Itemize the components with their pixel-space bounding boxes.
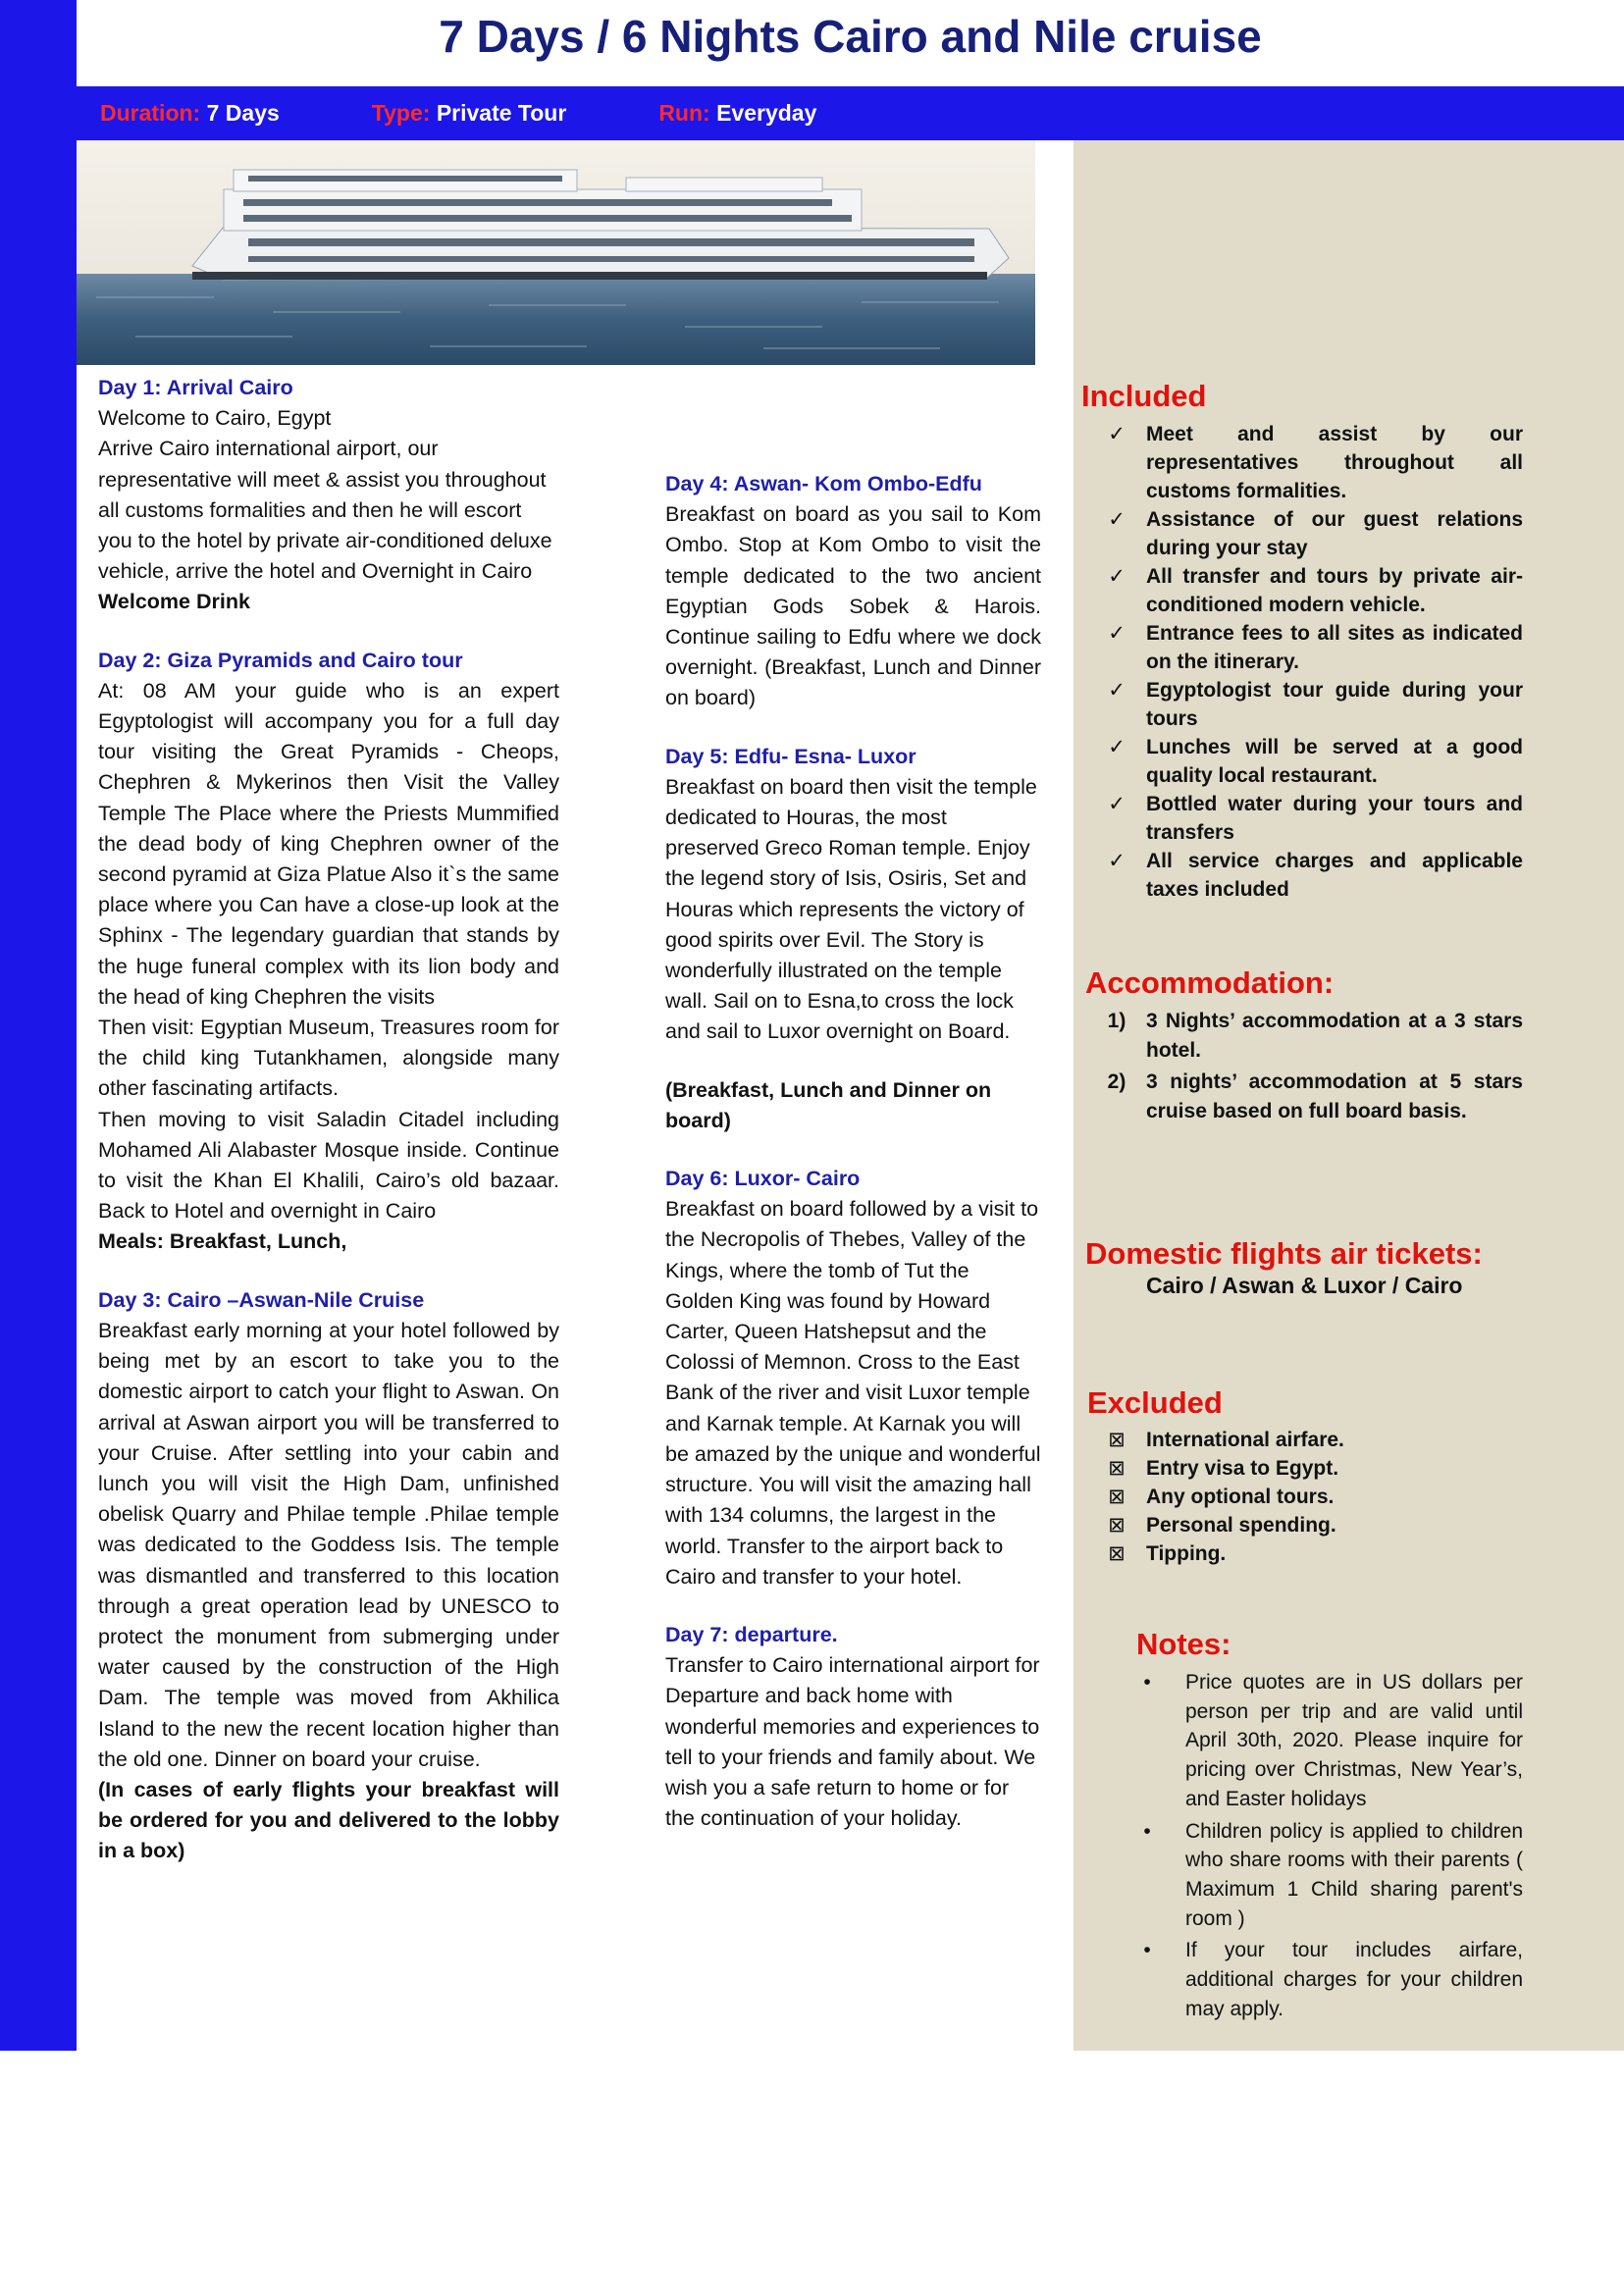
boxed-x-icon: ⊠ xyxy=(1108,1429,1126,1451)
itinerary-left-column xyxy=(98,373,559,1867)
excluded-list xyxy=(1097,1426,1523,1568)
list-item: ⊠ Personal spending. xyxy=(1097,1511,1523,1539)
included-list xyxy=(1097,420,1523,904)
paragraph: Breakfast early morning at your hotel followed by being met by an escort to take you to the domestic airport to catch your flight to Aswan. On arrival at Aswan airport you will be transferred to your Cruise. After settling into your cabin and lunch you will visit the High Dam, unfinished obelisk Quarry and Philae temple .Philae temple was dedicated to the Goddess Isis. The temple was dismantled and transferred to this location through a great operation lead by UNESCO to protect the monument from submerging under water caused by the construction of the High Dam. The temple was moved from Akhilica Island to the new the recent location higher than the old one. Dinner on board your cruise. xyxy=(98,1318,559,1771)
info-duration: Duration: 7 Days xyxy=(100,100,280,126)
spacer xyxy=(98,1258,559,1285)
day-heading: Day 6: Luxor- Cairo xyxy=(665,1167,861,1191)
boxed-x-icon: ⊠ xyxy=(1108,1542,1126,1565)
boxed-x-icon: ⊠ xyxy=(1108,1486,1126,1508)
list-item: ✓ All transfer and tours by private air-conditioned modern vehicle. xyxy=(1097,562,1523,619)
paragraph: Then visit: Egyptian Museum, Treasures room for the child king Tutankhamen, alongside many other fascinating artifacts. xyxy=(98,1016,559,1101)
day-heading: Day 7: departure. xyxy=(665,1622,838,1646)
itinerary-middle-column xyxy=(665,469,1041,1834)
list-item: • Children policy is applied to children who share rooms with their parents ( Maximum 1 Child sharing parent's room ) xyxy=(1136,1817,1523,1934)
notes-heading: Notes: xyxy=(1136,1627,1231,1661)
list-item: ⊠ Entry visa to Egypt. xyxy=(1097,1454,1523,1483)
day-heading: Day 3: Cairo –Aswan-Nile Cruise xyxy=(98,1287,425,1312)
list-item: • If your tour includes airfare, additional charges for your children may apply. xyxy=(1136,1936,1523,2023)
accommodation-list xyxy=(1097,1007,1523,1126)
spacer xyxy=(665,1592,1041,1620)
bullet-icon: • xyxy=(1143,1939,1151,1962)
boxed-x-icon: ⊠ xyxy=(1108,1457,1126,1480)
included-heading: Included xyxy=(1081,379,1207,413)
cruise-ship-photo xyxy=(77,140,1035,365)
spacer xyxy=(665,714,1041,742)
paragraph: Arrive Cairo international airport, our representative will meet & assist you throughout all customs formalities and then he will escort you to the hotel by private air-conditioned deluxe vehicle, arrive the hotel and Overnight in Cairo xyxy=(98,437,552,584)
page-title: 7 Days / 6 Nights Cairo and Nile cruise xyxy=(439,11,1262,62)
tour-info-bar xyxy=(77,86,1624,140)
bullet-icon: • xyxy=(1143,1819,1151,1843)
bold-note: (In cases of early flights your breakfast will be ordered for you and delivered to the lobby in a box) xyxy=(98,1777,559,1863)
list-item: ⊠ International airfare. xyxy=(1097,1426,1523,1454)
day-heading: Day 1: Arrival Cairo xyxy=(98,376,293,399)
list-item: 2) 3 nights’ accommodation at 5 stars cruise based on full board basis. xyxy=(1107,1070,1523,1122)
paragraph: Welcome to Cairo, Egypt xyxy=(98,406,332,431)
paragraph: Breakfast on board then visit the temple dedicated to Houras, the most preserved Greco Roman temple. Enjoy the legend story of Isis, Osiris, Set and Houras which represents the victory of good spirits over Evil. The Story is wonderfully illustrated on the temple wall. Sail on to Esna,to cross the lock and sail to Luxor overnight on Board. xyxy=(665,774,1037,1044)
flights-heading: Domestic flights air tickets: xyxy=(1085,1236,1483,1271)
flight-route: Cairo / Aswan & Luxor / Cairo xyxy=(1146,1273,1463,1298)
list-item: • Price quotes are in US dollars per person per trip and are valid until April 30th, 2020. Please inquire for pricing over Christmas, New Year’s, and Easter holidays xyxy=(1136,1668,1523,1814)
excluded-heading: Excluded xyxy=(1087,1385,1223,1420)
accommodation-heading: Accommodation: xyxy=(1085,965,1335,1000)
list-item: ✓ Entrance fees to all sites as indicated on the itinerary. xyxy=(1097,619,1523,676)
paragraph: At: 08 AM your guide who is an expert Egyptologist will accompany you for a full day tour visiting the Great Pyramids - Cheops, Chephren & Mykerinos then Visit the Valley Temple The Place where the Priests Mummified the dead body of king Chephren owner of the second pyramid at Giza Platue Also it`s the same place where you Can have a close-up look at the Sphinx - The legendary guardian that stands by the huge funeral complex with its lion body and the head of king Chephren the visits xyxy=(98,678,559,1009)
left-accent-bar xyxy=(0,0,77,2051)
list-item: ✓ Egyptologist tour guide during your tours xyxy=(1097,676,1523,733)
check-icon: ✓ xyxy=(1108,736,1126,758)
check-icon: ✓ xyxy=(1108,565,1126,588)
list-item: ✓ Lunches will be served at a good quality local restaurant. xyxy=(1097,733,1523,790)
info-run: Run: Everyday xyxy=(658,100,817,126)
day-heading: Day 5: Edfu- Esna- Luxor xyxy=(665,744,917,768)
spacer xyxy=(665,1048,1041,1075)
bullet-icon: • xyxy=(1143,1671,1151,1694)
check-icon: ✓ xyxy=(1108,622,1126,645)
paragraph: Then moving to visit Saladin Citadel including Mohamed Ali Alabaster Mosque inside. Continue to visit the Khan El Khalili, Cairo’s old bazaar. Back to Hotel and overnight in Cairo xyxy=(98,1107,559,1224)
paragraph: Transfer to Cairo international airport for Departure and back home with wonderful memories and experiences to tell to your friends and family about. We wish you a safe return to home or for the continuation of your holiday. xyxy=(665,1653,1040,1831)
list-item: 1) 3 Nights’ accommodation at a 3 stars hotel. xyxy=(1107,1010,1523,1062)
list-item: ✓ Meet and assist by our representatives throughout all customs formalities. xyxy=(1097,420,1523,505)
list-item: ✓ Assistance of our guest relations during your stay xyxy=(1097,505,1523,562)
list-item: ✓ Bottled water during your tours and transfers xyxy=(1097,790,1523,847)
boxed-x-icon: ⊠ xyxy=(1108,1514,1126,1537)
spacer xyxy=(665,1136,1041,1164)
list-item: ⊠ Any optional tours. xyxy=(1097,1483,1523,1511)
meals-note: Meals: Breakfast, Lunch, xyxy=(98,1229,347,1254)
check-icon: ✓ xyxy=(1108,423,1126,445)
day-heading: Day 4: Aswan- Kom Ombo-Edfu xyxy=(665,472,982,496)
check-icon: ✓ xyxy=(1108,679,1126,702)
list-item: ✓ All service charges and applicable taxes included xyxy=(1097,847,1523,904)
bold-note: Welcome Drink xyxy=(98,590,250,614)
paragraph: Breakfast on board followed by a visit to the Necropolis of Thebes, Valley of the Kings, where the tomb of Tut the Golden King was found by Howard Carter, Queen Hatshepsut and the Colossi of Memnon. Cross to the East Bank of the river and visit Luxor temple and Karnak temple. At Karnak you will be amazed by the unique and wonderful structure. You will visit the amazing hall with 134 columns, the largest in the world. Transfer to the airport back to Cairo and transfer to your hotel. xyxy=(665,1197,1041,1589)
paragraph: Breakfast on board as you sail to Kom Ombo. Stop at Kom Ombo to visit the temple dedicated to the two ancient Egyptian Gods Sobek & Harois. Continue sailing to Edfu where we dock overnight. (Breakfast, Lunch and Dinner on board) xyxy=(665,502,1041,710)
notes-list xyxy=(1136,1668,1523,2026)
check-icon: ✓ xyxy=(1108,850,1126,872)
meals-note: (Breakfast, Lunch and Dinner on board) xyxy=(665,1077,992,1132)
check-icon: ✓ xyxy=(1108,508,1126,531)
list-item: ⊠ Tipping. xyxy=(1097,1539,1523,1568)
check-icon: ✓ xyxy=(1108,793,1126,815)
spacer xyxy=(98,618,559,646)
day-heading: Day 2: Giza Pyramids and Cairo tour xyxy=(98,648,463,672)
info-type: Type: Private Tour xyxy=(371,100,567,126)
